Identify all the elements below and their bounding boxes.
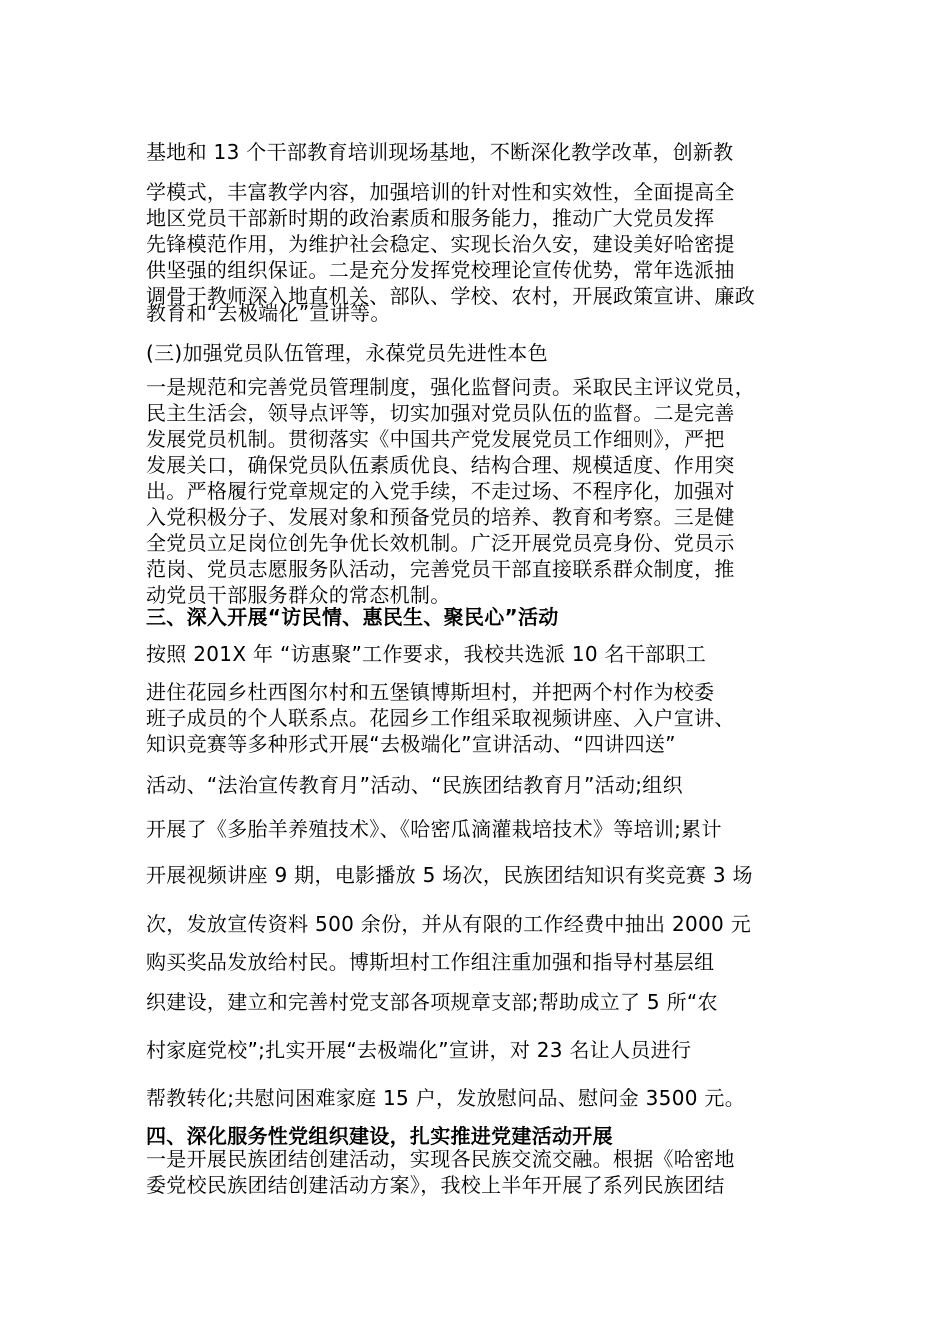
- body-line: 范岗、党员志愿服务队活动，完善党员干部直接联系群众制度，推: [146, 557, 735, 581]
- body-line: 调骨干教师深入地直机关、部队、学校、农村，开展政策宣讲、廉政: [146, 284, 755, 308]
- body-line: 委党校民族团结创建活动方案》，我校上半年开展了系列民族团结: [146, 1173, 725, 1197]
- body-line: 购买奖品发放给村民。博斯坦村工作组注重加强和指导村基层组: [146, 950, 715, 974]
- body-line: 活动、“法治宣传教育月”活动、“民族团结教育月”活动;组织: [146, 773, 683, 797]
- body-line: 全党员立足岗位创先争优长效机制。广泛开展党员亮身份、党员示: [146, 531, 735, 555]
- body-line: 发展关口，确保党员队伍素质优良、结构合理、规模适度、作用突: [146, 453, 735, 477]
- body-line: 教育和“去极端化”宣讲等。: [146, 301, 391, 325]
- body-line: 一是开展民族团结创建活动，实现各民族交流交融。根据《哈密地: [146, 1147, 735, 1171]
- body-line: 知识竞赛等多种形式开展“去极端化”宣讲活动、“四讲四送”: [146, 732, 676, 756]
- body-line: 学模式，丰富教学内容，加强培训的针对性和实效性，全面提高全: [146, 180, 735, 204]
- body-line: 按照 201X 年 “访惠聚”工作要求，我校共选派 10 名干部职工: [146, 642, 707, 666]
- body-line: 先锋模范作用，为维护社会稳定、实现长治久安，建设美好哈密提: [146, 232, 735, 256]
- body-line: 村家庭党校”;扎实开展“去极端化”宣讲，对 23 名让人员进行: [146, 1038, 692, 1062]
- subsection-heading: (三)加强党员队伍管理，永葆党员先进性本色: [146, 341, 548, 365]
- body-line: 供坚强的组织保证。二是充分发挥党校理论宣传优势，常年选派抽: [146, 258, 735, 282]
- body-line: 入党积极分子、发展对象和预备党员的培养、教育和考察。三是健: [146, 505, 735, 529]
- body-line: 次，发放宣传资料 500 余份，并从有限的工作经费中抽出 2000 元: [146, 912, 752, 936]
- body-line: 班子成员的个人联系点。花园乡工作组采取视频讲座、入户宣讲、: [146, 706, 735, 730]
- body-line: 动党员干部服务群众的常态机制。: [146, 583, 451, 607]
- body-line: 基地和 13 个干部教育培训现场基地，不断深化教学改革，创新教: [146, 140, 734, 164]
- body-line: 民主生活会，领导点评等，切实加强对党员队伍的监督。二是完善: [146, 401, 735, 425]
- body-line: 出。严格履行党章规定的入党手续，不走过场、不程序化，加强对: [146, 479, 735, 503]
- body-line: 织建设，建立和完善村党支部各项规章支部;帮助成立了 5 所“农: [146, 990, 718, 1014]
- section-heading: 三、深入开展“访民情、惠民生、聚民心”活动: [146, 605, 559, 629]
- body-line: 帮教转化;共慰问困难家庭 15 户，发放慰问品、慰问金 3500 元。: [146, 1086, 746, 1110]
- body-line: 开展视频讲座 9 期，电影播放 5 场次，民族团结知识有奖竞赛 3 场: [146, 863, 753, 887]
- body-line: 发展党员机制。贯彻落实《中国共产党发展党员工作细则》，严把: [146, 427, 725, 451]
- body-line: 一是规范和完善党员管理制度，强化监督问责。采取民主评议党员，: [146, 375, 755, 399]
- body-line: 进住花园乡杜西图尔村和五堡镇博斯坦村，并把两个村作为校委: [146, 680, 715, 704]
- body-line: 地区党员干部新时期的政治素质和服务能力，推动广大党员发挥: [146, 206, 715, 230]
- body-line: 开展了《多胎羊养殖技术》、《哈密瓜滴灌栽培技术》等培训;累计: [146, 817, 722, 841]
- section-heading: 四、深化服务性党组织建设，扎实推进党建活动开展: [146, 1124, 613, 1148]
